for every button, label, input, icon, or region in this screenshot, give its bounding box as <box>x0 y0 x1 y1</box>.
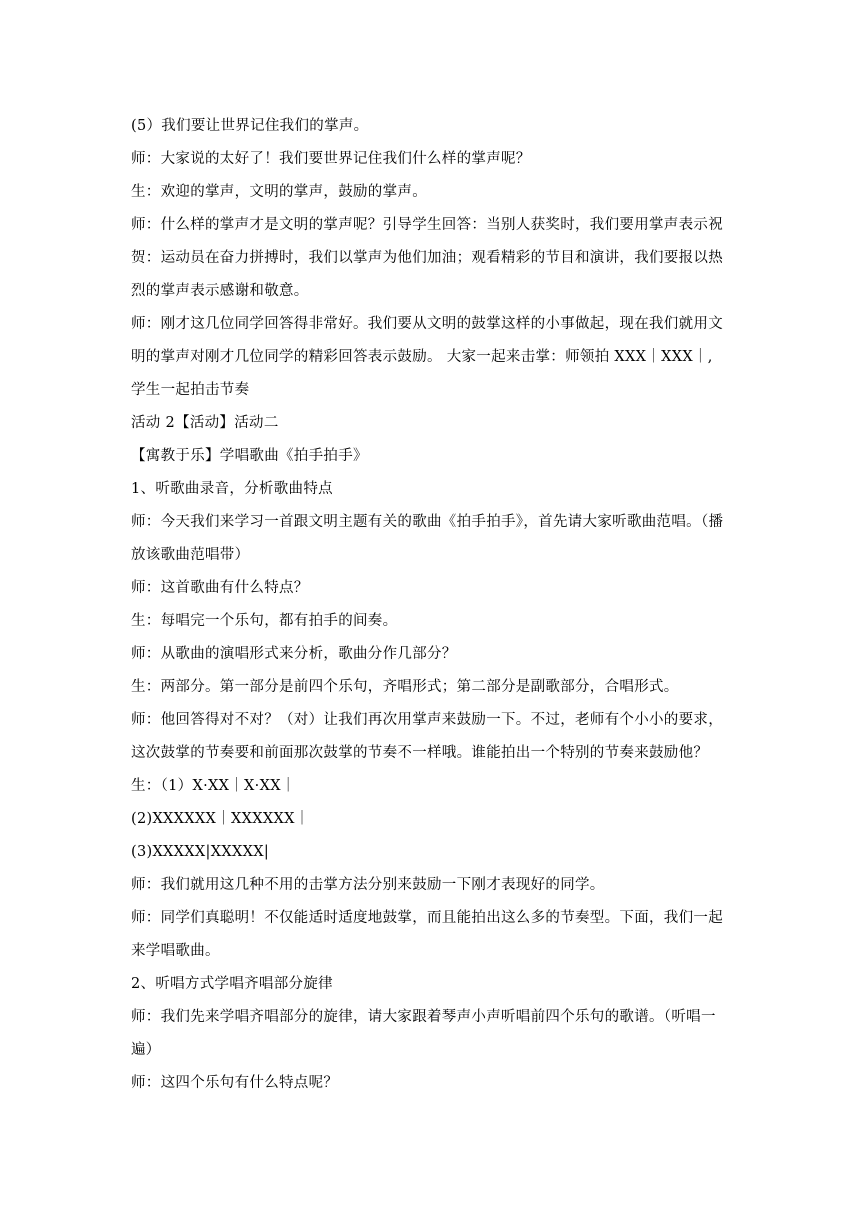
text-line: (5）我们要让世界记住我们的掌声。 <box>131 118 369 134</box>
rhythm-line: (3)XXXXX|XXXXX| <box>131 844 270 860</box>
text-line: 学生一起拍击节奏 <box>131 382 250 398</box>
text-line: 遍） <box>131 1042 161 1058</box>
text-line: 师：什么样的掌声才是文明的掌声呢？引导学生回答：当别人获奖时，我们要用掌声表示祝 <box>131 217 723 233</box>
section-heading: 2、听唱方式学唱齐唱部分旋律 <box>131 976 333 992</box>
text-line: 师：今天我们来学习一首跟文明主题有关的歌曲《拍手拍手》，首先请大家听歌曲范唱。（播 <box>131 514 724 530</box>
text-line: 生：欢迎的掌声，文明的掌声，鼓励的掌声。 <box>131 184 427 200</box>
text-line: 放该歌曲范唱带） <box>131 547 250 563</box>
document-body <box>131 110 731 1100</box>
text-line: 师：同学们真聪明！不仅能适时适度地鼓掌，而且能拍出这么多的节奏型。下面，我们一起 <box>131 910 723 926</box>
rhythm-line: 生：（1）X·XX｜X·XX｜ <box>131 778 296 794</box>
text-line: 师：这首歌曲有什么特点？ <box>131 580 309 596</box>
text-line: 师：这四个乐句有什么特点呢？ <box>131 1075 339 1091</box>
section-heading: 1、听歌曲录音，分析歌曲特点 <box>131 481 333 497</box>
text-line: 师：我们先来学唱齐唱部分的旋律，请大家跟着琴声小声听唱前四个乐句的歌谱。（听唱一 <box>131 1009 716 1025</box>
text-line: 师：从歌曲的演唱形式来分析，歌曲分作几部分？ <box>131 646 457 662</box>
section-heading: 【寓教于乐】学唱歌曲《拍手拍手》 <box>131 448 368 464</box>
text-line: 烈的掌声表示感谢和敬意。 <box>131 283 309 299</box>
text-line: 贺：运动员在奋力拼搏时，我们以掌声为他们加油；观看精彩的节目和演讲，我们要报以热 <box>131 250 723 266</box>
rhythm-line: (2)XXXXXX｜XXXXXX｜ <box>131 811 310 827</box>
text-line: 明的掌声对刚才几位同学的精彩回答表示鼓励。 大家一起来击掌：师领拍 XXX｜XXX｜, <box>131 349 713 365</box>
text-line: 师：大家说的太好了！我们要世界记住我们什么样的掌声呢？ <box>131 151 531 167</box>
text-line: 来学唱歌曲。 <box>131 943 220 959</box>
text-line: 师：他回答得对不对？（对）让我们再次用掌声来鼓励一下。不过，老师有个小小的要求， <box>131 712 723 728</box>
text-line: 生：两部分。第一部分是前四个乐句，齐唱形式；第二部分是副歌部分，合唱形式。 <box>131 679 679 695</box>
text-line: 师：我们就用这几种不用的击掌方法分别来鼓励一下刚才表现好的同学。 <box>131 877 605 893</box>
text-line: 师：刚才这几位同学回答得非常好。我们要从文明的鼓掌这样的小事做起，现在我们就用文 <box>131 316 723 332</box>
section-heading: 活动 2【活动】活动二 <box>131 415 279 431</box>
text-line: 生：每唱完一个乐句，都有拍手的间奏。 <box>131 613 398 629</box>
text-line: 这次鼓掌的节奏要和前面那次鼓掌的节奏不一样哦。谁能拍出一个特别的节奏来鼓励他？ <box>131 745 709 761</box>
